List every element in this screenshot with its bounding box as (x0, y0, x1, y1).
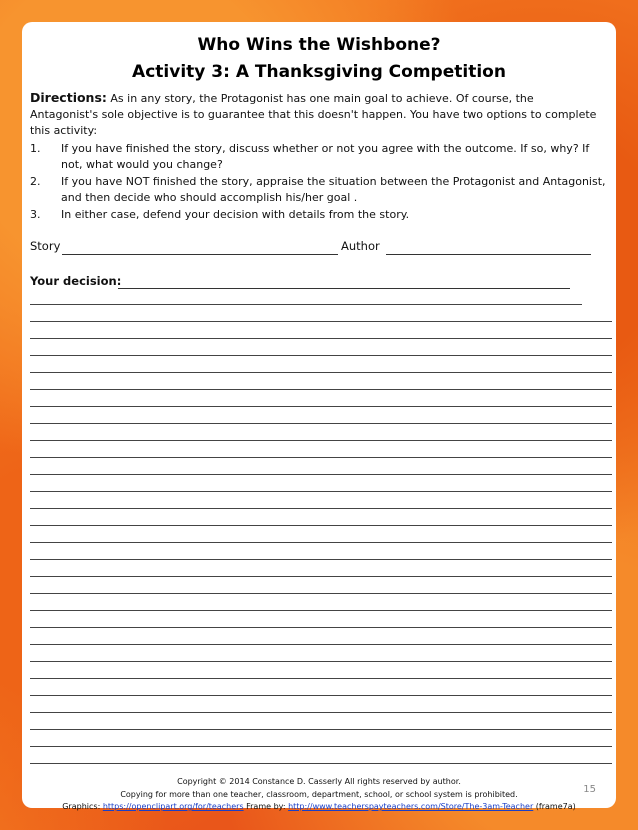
writing-line[interactable] (30, 678, 612, 679)
page-number: 15 (583, 784, 596, 795)
copyright-line: Copyright © 2014 Constance D. Casserly All rights reserved by author. (177, 777, 461, 786)
writing-line[interactable] (30, 457, 612, 458)
decision-blank[interactable] (118, 288, 570, 289)
writing-line[interactable] (30, 304, 582, 305)
writing-line[interactable] (30, 593, 612, 594)
directions-text: As in any story, the Protagonist has one main goal to achieve. Of course, the Antagonist's sole objective is to guarantee that this doesn't happen. You have two options to complete this activity: (30, 92, 597, 137)
item-text: If you have NOT finished the story, appraise the situation between the Protagonist and Antagonist, and then decide who should accomplish his/her goal . (61, 175, 606, 204)
writing-line[interactable] (30, 406, 612, 407)
credits-line (22, 802, 616, 811)
frame-label: Frame by: (243, 802, 289, 811)
title-line-1: Who Wins the Wishbone? (197, 35, 441, 55)
writing-line[interactable] (30, 321, 612, 322)
worksheet-page (22, 22, 616, 811)
writing-line[interactable] (30, 712, 612, 713)
writing-line[interactable] (30, 729, 612, 730)
item-text: If you have finished the story, discuss whether or not you agree with the outcome. If so, why? If not, what would you change? (61, 142, 590, 171)
item-number: 1. (30, 142, 41, 155)
frame-link[interactable]: http://www.teacherspayteachers.com/Store/The-3am-Teacher (288, 802, 534, 811)
writing-line[interactable] (30, 474, 612, 475)
writing-line[interactable] (30, 610, 612, 611)
writing-line[interactable] (30, 389, 612, 390)
story-label: Story (30, 239, 61, 253)
frame-suffix: (frame7a) (533, 802, 576, 811)
writing-line[interactable] (30, 695, 612, 696)
story-blank[interactable] (62, 254, 338, 255)
author-label: Author (341, 239, 380, 253)
writing-line[interactable] (30, 355, 612, 356)
writing-line[interactable] (30, 423, 612, 424)
writing-line[interactable] (30, 559, 612, 560)
writing-line[interactable] (30, 627, 612, 628)
item-text: In either case, defend your decision with details from the story. (61, 208, 410, 221)
writing-line[interactable] (30, 525, 612, 526)
writing-line[interactable] (30, 542, 612, 543)
title-line-2: Activity 3: A Thanksgiving Competition (132, 62, 506, 82)
decision-label: Your decision: (30, 274, 122, 288)
writing-line[interactable] (30, 338, 612, 339)
writing-line[interactable] (30, 508, 612, 509)
directions-label: Directions: (30, 90, 107, 105)
writing-line[interactable] (30, 763, 612, 764)
graphics-label: Graphics: (62, 802, 103, 811)
writing-line[interactable] (30, 491, 612, 492)
writing-line[interactable] (30, 661, 612, 662)
writing-line[interactable] (30, 576, 612, 577)
writing-line[interactable] (30, 644, 612, 645)
writing-line[interactable] (30, 440, 612, 441)
copying-notice: Copying for more than one teacher, classroom, department, school, or school system is prohibited. (120, 790, 518, 799)
graphics-link[interactable]: https://openclipart.org/for/teachers (102, 802, 244, 811)
directions-paragraph (30, 90, 605, 139)
writing-line[interactable] (30, 746, 612, 747)
item-number: 3. (30, 208, 41, 221)
writing-line[interactable] (30, 372, 612, 373)
item-number: 2. (30, 175, 41, 188)
author-blank[interactable] (386, 254, 591, 255)
